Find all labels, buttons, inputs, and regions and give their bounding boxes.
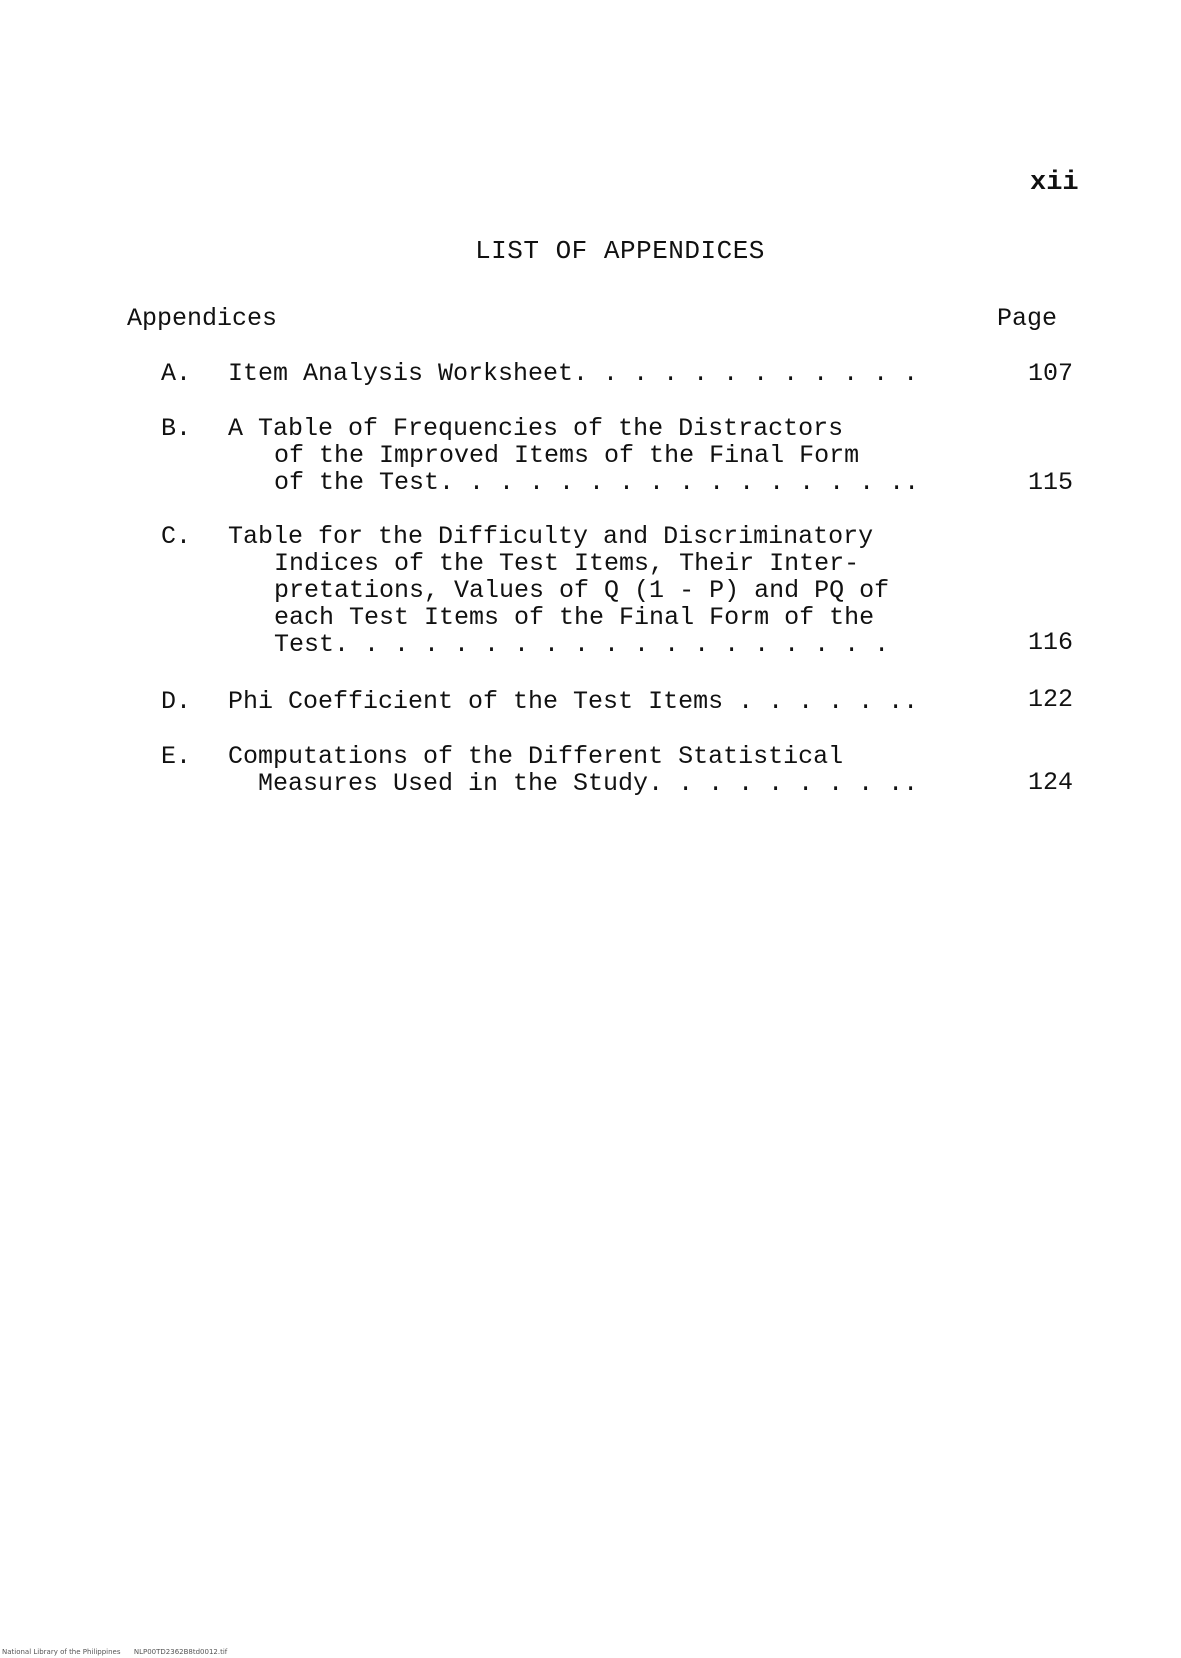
appendix-title-line: of the Test. . . . . . . . . . . . . . . ..	[274, 468, 920, 497]
appendix-title-line: Computations of the Different Statistical	[228, 742, 844, 771]
appendix-letter: D.	[161, 687, 192, 716]
scan-footer	[2, 1648, 227, 1656]
appendix-page-number: 122	[1028, 685, 1074, 714]
appendix-title-line: of the Improved Items of the Final Form	[274, 441, 860, 470]
appendix-title-line: Test. . . . . . . . . . . . . . . . . . .	[274, 630, 890, 659]
appendix-title-line: each Test Items of the Final Form of the	[274, 603, 875, 632]
appendix-title-line: pretations, Values of Q (1 - P) and PQ of	[274, 576, 890, 605]
appendix-page-number: 115	[1028, 468, 1074, 497]
appendix-title-line: Indices of the Test Items, Their Inter-	[274, 549, 860, 578]
appendix-title-line: A Table of Frequencies of the Distractors	[228, 414, 844, 443]
footer-library: National Library of the Philippines	[2, 1648, 121, 1656]
footer-file: NLP00TD2362B8td0012.tif	[133, 1648, 228, 1656]
page-number: xii	[1030, 168, 1079, 198]
appendix-letter: E.	[161, 742, 192, 771]
appendix-letter: A.	[161, 359, 192, 388]
appendix-page-number: 124	[1028, 768, 1074, 797]
page-title: LIST OF APPENDICES	[475, 236, 765, 266]
appendix-page-number: 107	[1028, 359, 1074, 388]
appendix-title-line: Measures Used in the Study. . . . . . . . ..	[258, 769, 919, 798]
appendix-title-line: Table for the Difficulty and Discriminatory	[228, 522, 874, 551]
appendix-title-line: Phi Coefficient of the Test Items . . . . . ..	[228, 687, 919, 716]
appendix-letter: C.	[161, 522, 192, 551]
appendix-letter: B.	[161, 414, 192, 443]
appendix-page-number: 116	[1028, 628, 1074, 657]
appendix-title-line: Item Analysis Worksheet. . . . . . . . . . . .	[228, 359, 919, 388]
column-header-appendices: Appendices	[127, 304, 278, 333]
column-header-page: Page	[997, 304, 1058, 333]
